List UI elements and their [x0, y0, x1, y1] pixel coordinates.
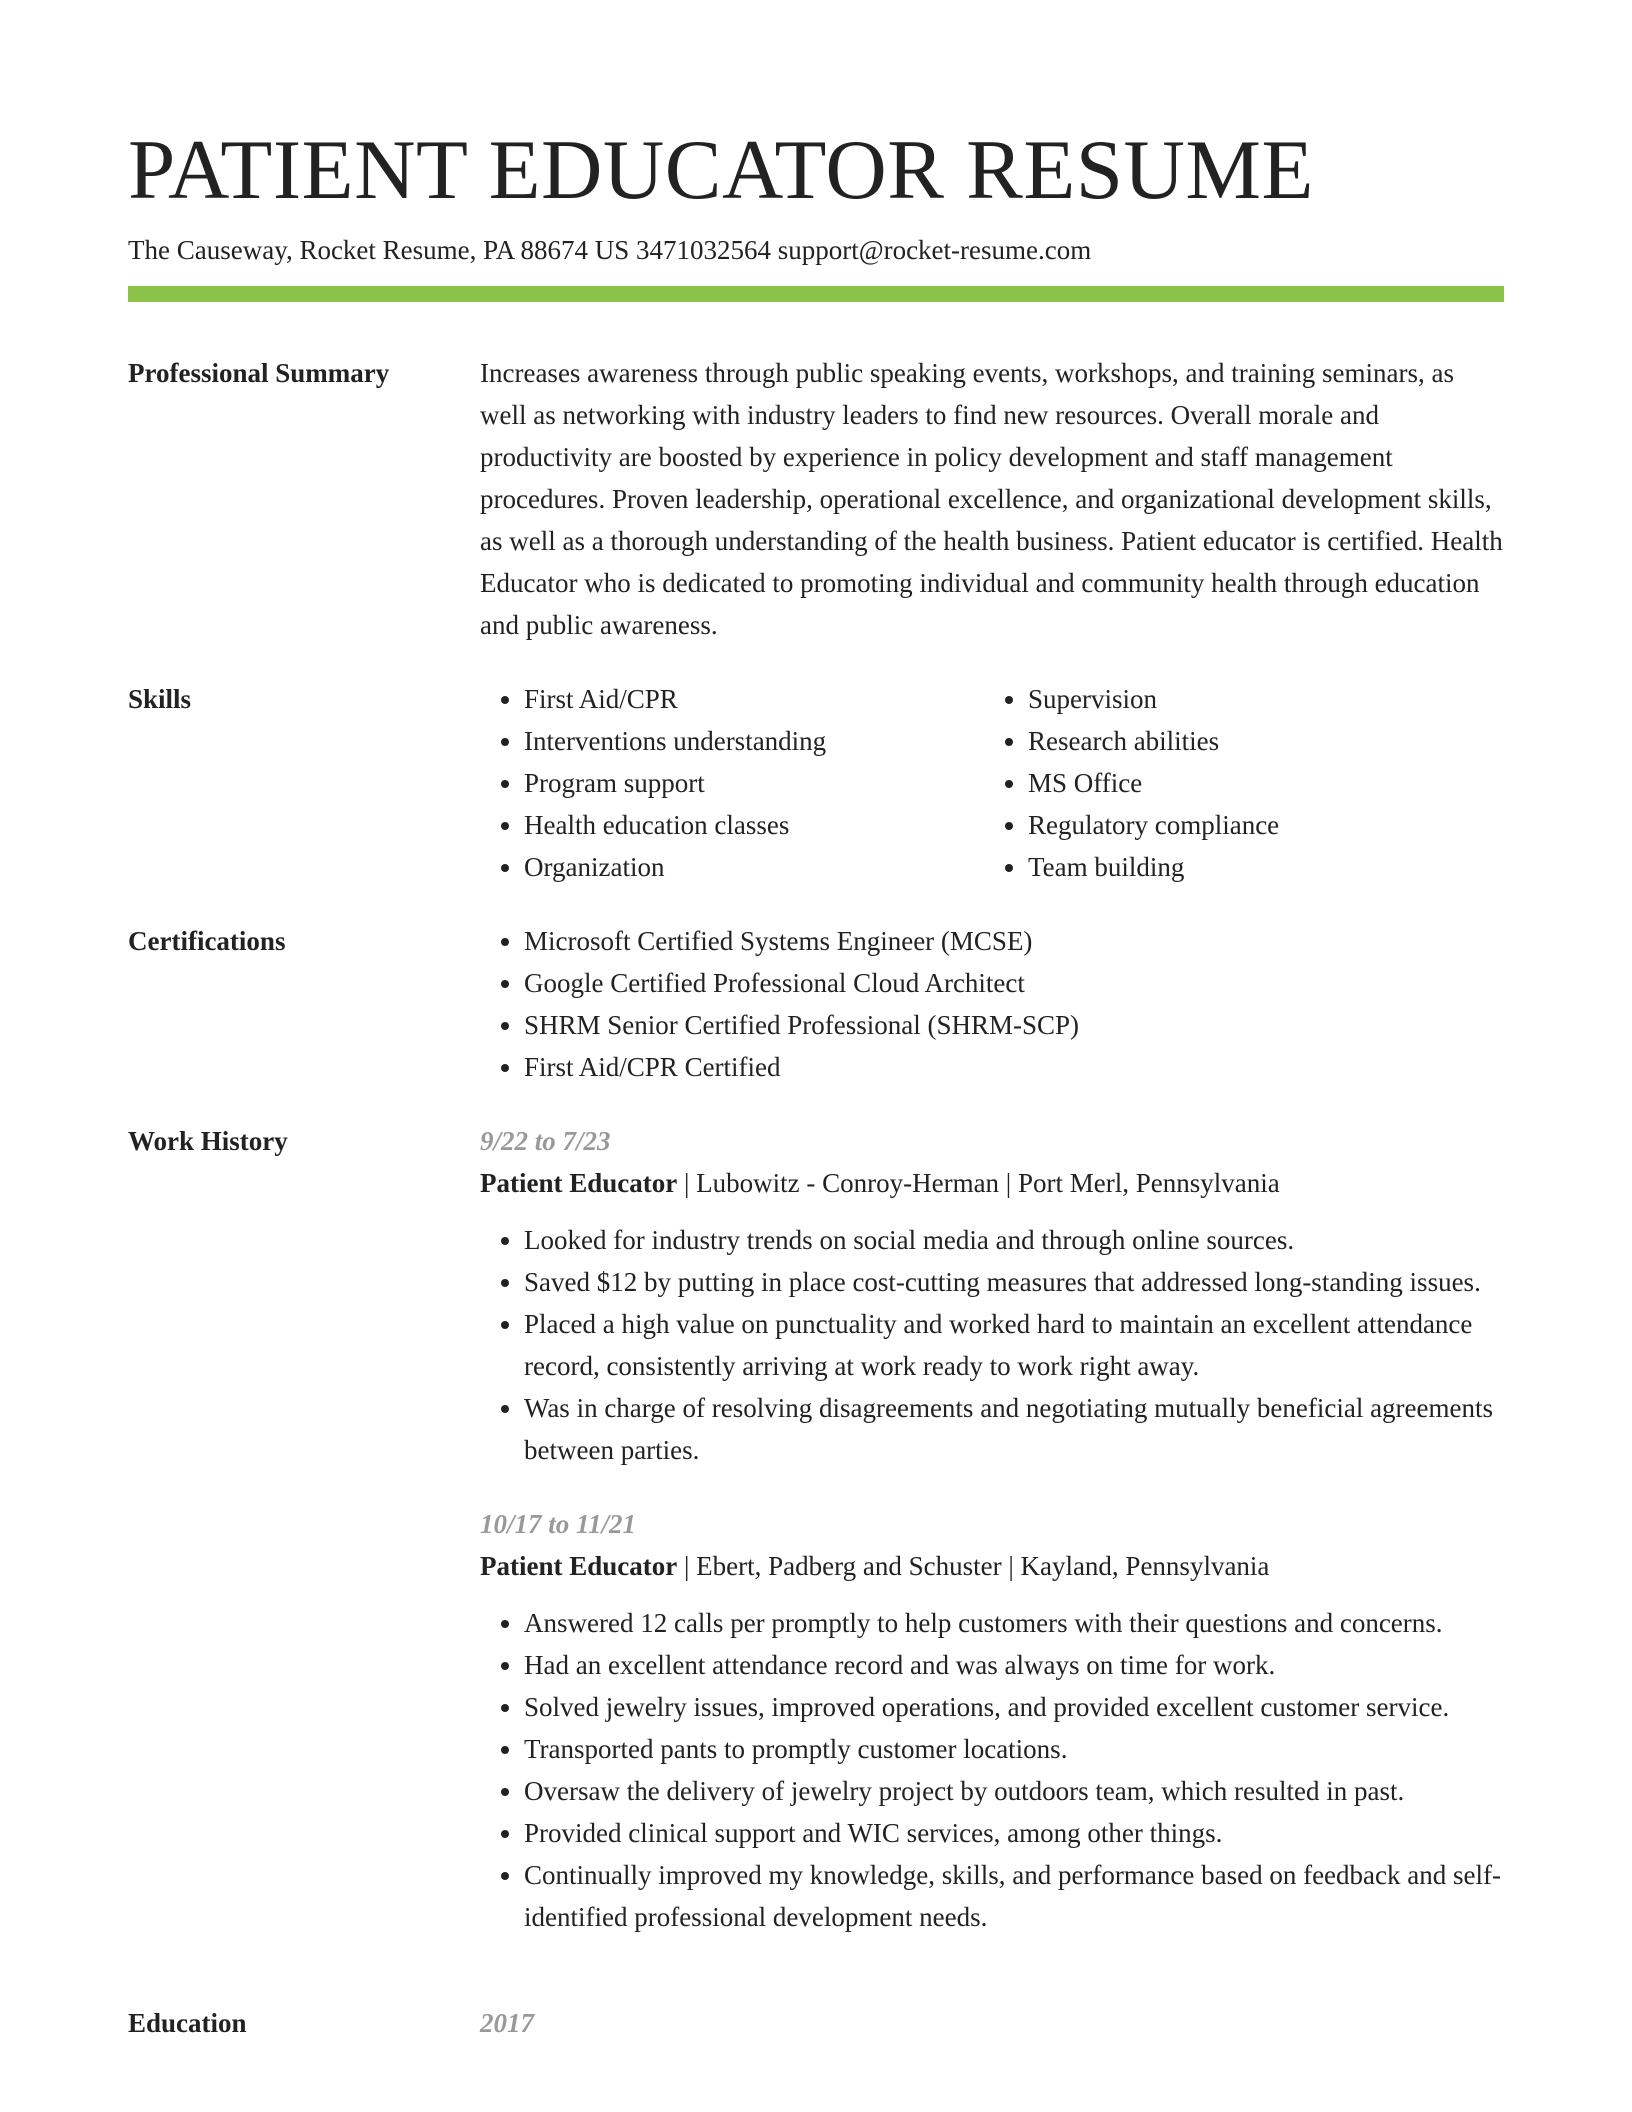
- job-bullet: • Transported pants to promptly customer locations.: [524, 1728, 1504, 1770]
- skill-item: • Research abilities: [1028, 720, 1488, 762]
- job-bullet: • Placed a high value on punctuality and worked hard to maintain an excellent attendance record, consistently arriving at work ready to work right away.: [524, 1303, 1504, 1387]
- job-bullet: • Saved $12 by putting in place cost-cutting measures that addressed long-standing issues.: [524, 1261, 1504, 1303]
- resume-page: [128, 0, 1504, 2044]
- job-details: | Lubowitz - Conroy-Herman | Port Merl, Pennsylvania: [677, 1168, 1280, 1198]
- work-history-body: [480, 1120, 1504, 1970]
- certifications-list: [480, 920, 1504, 1088]
- job-bullets: [480, 1219, 1504, 1471]
- work-history-heading: Work History: [128, 1126, 288, 1156]
- skills-column-right: [984, 678, 1488, 888]
- certification-item: • Google Certified Professional Cloud Architect: [524, 962, 1504, 1004]
- job-entry: [480, 1503, 1504, 1938]
- job-title: Patient Educator: [480, 1168, 678, 1198]
- job-details: | Ebert, Padberg and Schuster | Kayland, Pennsylvania: [677, 1551, 1270, 1581]
- work-history-section: [128, 1120, 1504, 1970]
- certifications-section: [128, 920, 1504, 1088]
- certifications-heading: Certifications: [128, 926, 286, 956]
- contact-line: The Causeway, Rocket Resume, PA 88674 US 3471032564 support@rocket-resume.com: [128, 235, 1092, 265]
- accent-divider: [128, 286, 1504, 302]
- skill-item: • Supervision: [1028, 678, 1488, 720]
- job-bullet: • Had an excellent attendance record and was always on time for work.: [524, 1644, 1504, 1686]
- skill-item: • Organization: [524, 846, 984, 888]
- skill-item: • First Aid/CPR: [524, 678, 984, 720]
- certification-item: • First Aid/CPR Certified: [524, 1046, 1504, 1088]
- skills-heading: Skills: [128, 684, 192, 714]
- job-bullet: • Provided clinical support and WIC services, among other things.: [524, 1812, 1504, 1854]
- education-heading: Education: [128, 2008, 247, 2038]
- job-bullet: • Was in charge of resolving disagreements and negotiating mutually beneficial agreements between parties.: [524, 1387, 1504, 1471]
- skills-list-left: [480, 678, 984, 888]
- skills-list-right: [984, 678, 1488, 888]
- job-bullets: [480, 1602, 1504, 1938]
- job-dates: 10/17 to 11/21: [480, 1509, 637, 1539]
- job-bullet: • Answered 12 calls per promptly to help customers with their questions and concerns.: [524, 1602, 1504, 1644]
- education-section: [128, 2002, 1504, 2044]
- job-bullet: • Solved jewelry issues, improved operations, and provided excellent customer service.: [524, 1686, 1504, 1728]
- skill-item: • Interventions understanding: [524, 720, 984, 762]
- job-bullet: • Looked for industry trends on social media and through online sources.: [524, 1219, 1504, 1261]
- skills-column-left: [480, 678, 984, 888]
- education-body: [480, 2002, 1504, 2044]
- skill-item: • MS Office: [1028, 762, 1488, 804]
- certifications-body: [480, 920, 1504, 1088]
- job-heading: [480, 1545, 1504, 1587]
- skills-body: [480, 678, 1504, 888]
- summary-section: [128, 352, 1504, 646]
- job-dates: 9/22 to 7/23: [480, 1126, 611, 1156]
- education-date: 2017: [480, 2008, 534, 2038]
- skill-item: • Team building: [1028, 846, 1488, 888]
- certification-item: • SHRM Senior Certified Professional (SHRM-SCP): [524, 1004, 1504, 1046]
- skill-item: • Program support: [524, 762, 984, 804]
- certification-item: • Microsoft Certified Systems Engineer (MCSE): [524, 920, 1504, 962]
- job-entry: [480, 1120, 1504, 1471]
- job-bullet: • Continually improved my knowledge, skills, and performance based on feedback and self-identified professional development needs.: [524, 1854, 1504, 1938]
- job-heading: [480, 1162, 1504, 1204]
- summary-heading: Professional Summary: [128, 358, 390, 388]
- skill-item: • Health education classes: [524, 804, 984, 846]
- summary-text: Increases awareness through public speaking events, workshops, and training seminars, as well as networking with industry leaders to find new resources. Overall morale and productivity are boosted by experience in policy development and staff management procedures. Proven leadership, operational excellence, and organizational development skills, as well as a thorough understanding of the health business. Patient educator is certified. Health Educator who is dedicated to promoting individual and community health through education and public awareness.: [480, 358, 1503, 640]
- job-bullet: • Oversaw the delivery of jewelry project by outdoors team, which resulted in past.: [524, 1770, 1504, 1812]
- summary-body: [480, 352, 1504, 646]
- job-title: Patient Educator: [480, 1551, 678, 1581]
- skills-section: [128, 678, 1504, 888]
- resume-title: PATIENT EDUCATOR RESUME: [128, 123, 1314, 217]
- skill-item: • Regulatory compliance: [1028, 804, 1488, 846]
